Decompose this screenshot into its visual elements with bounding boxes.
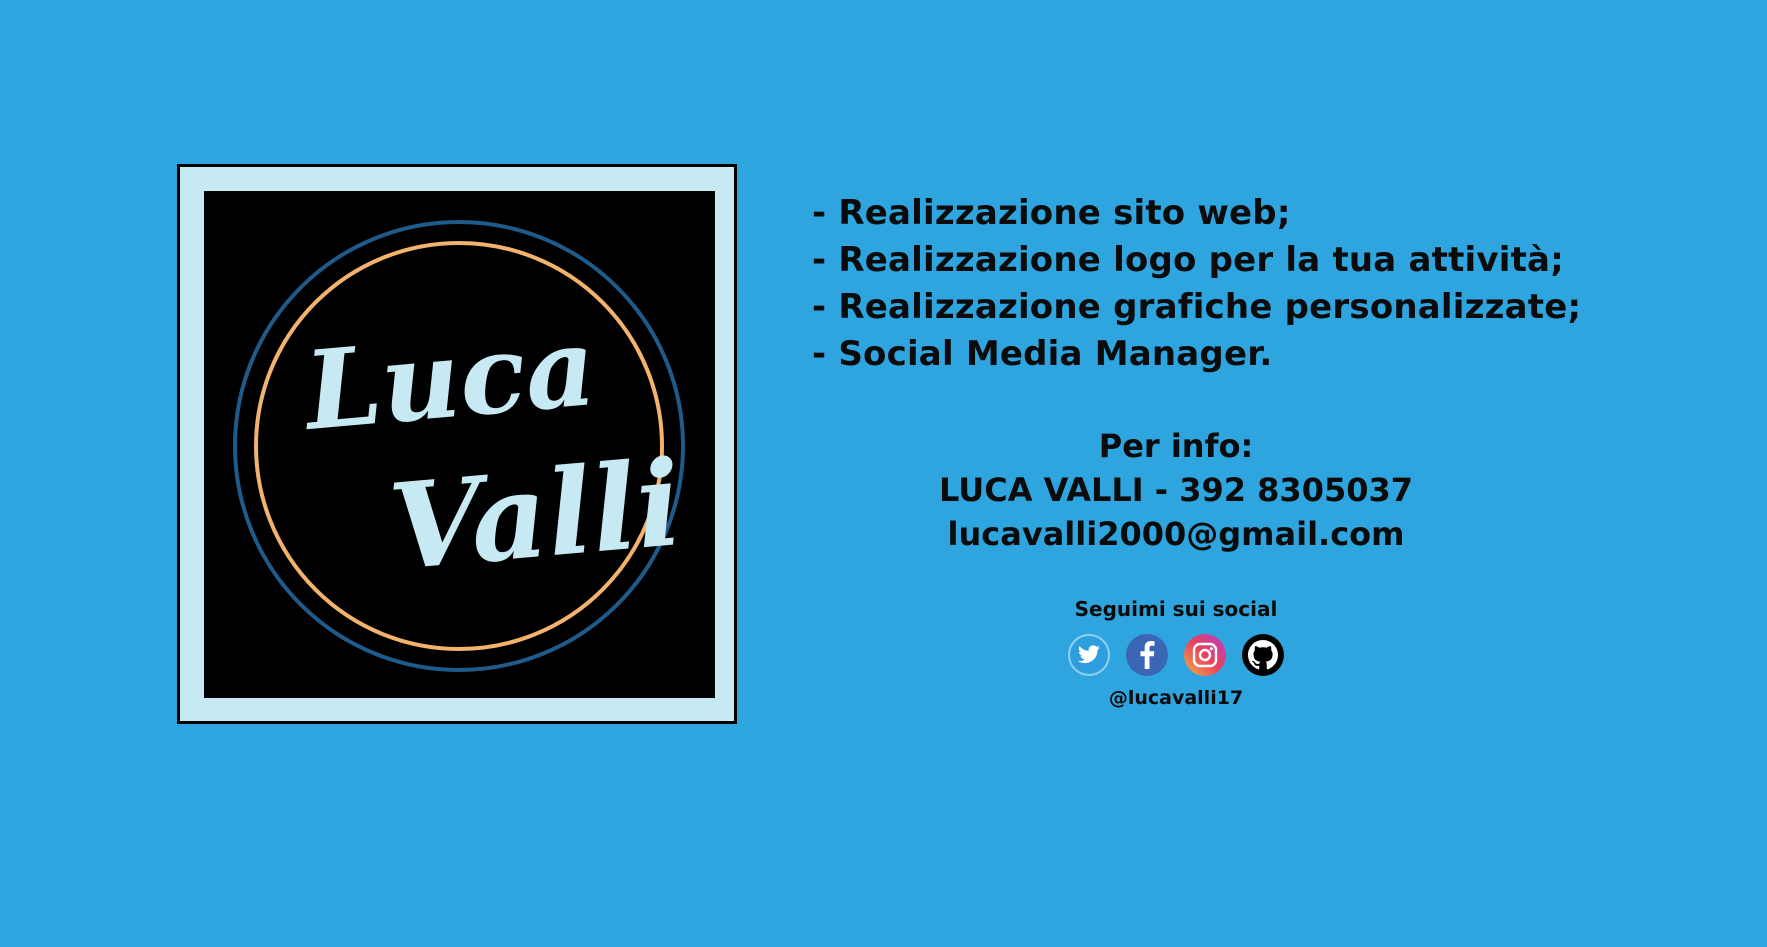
contact-email[interactable]: lucavalli2000@gmail.com [947, 515, 1405, 553]
social-section [976, 596, 1376, 710]
contact-info [876, 424, 1476, 556]
facebook-icon-glyph [1139, 641, 1155, 669]
social-icons [976, 634, 1376, 676]
logo-card [177, 164, 737, 724]
social-heading: Seguimi sui social [1074, 597, 1278, 621]
services-list [812, 190, 1581, 378]
instagram-icon[interactable] [1184, 634, 1226, 676]
logo-name-last: Valli [384, 433, 688, 597]
services-item: - Social Media Manager. [812, 334, 1273, 374]
logo-emblem [204, 191, 715, 698]
logo-background [204, 191, 715, 698]
services-item: - Realizzazione grafiche personalizzate; [812, 287, 1582, 327]
contact-heading: Per info: [1098, 427, 1254, 465]
contact-name-phone: LUCA VALLI - 392 8305037 [938, 471, 1414, 509]
github-icon-glyph [1248, 640, 1278, 670]
services-item: - Realizzazione sito web; [812, 193, 1291, 233]
logo-name-first: Luca [300, 304, 601, 455]
twitter-icon-glyph [1077, 645, 1101, 665]
facebook-icon[interactable] [1126, 634, 1168, 676]
github-icon[interactable] [1242, 634, 1284, 676]
services-item: - Realizzazione logo per la tua attività; [812, 240, 1564, 280]
instagram-icon-glyph [1192, 642, 1218, 668]
social-handle[interactable]: @lucavalli17 [1108, 687, 1244, 709]
twitter-icon[interactable] [1068, 634, 1110, 676]
